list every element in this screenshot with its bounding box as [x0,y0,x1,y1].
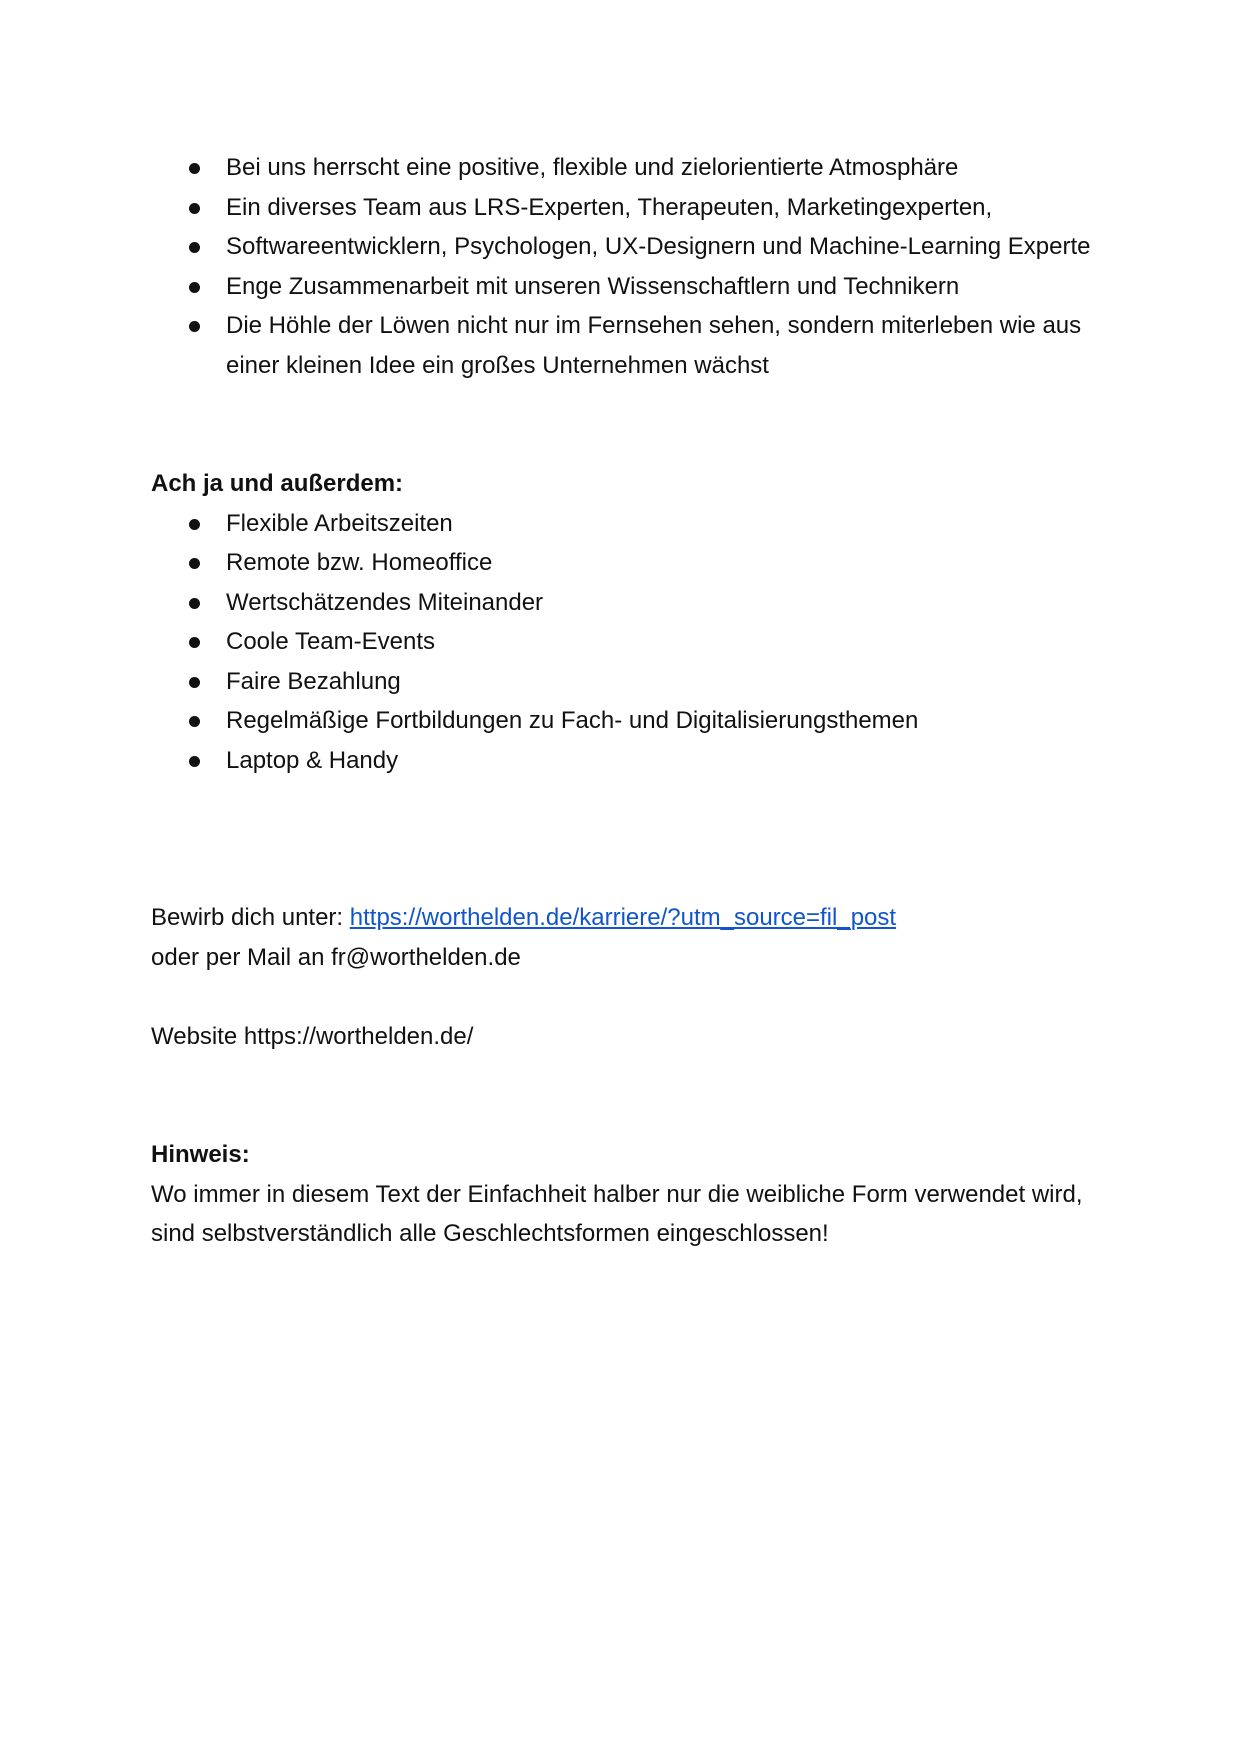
list-item-text: Coole Team-Events [226,628,435,655]
list-item [151,227,1111,267]
list-item [151,583,1111,623]
list-item [151,701,1111,741]
list-item-text: Ein diverses Team aus LRS-Experten, Therapeuten, Marketingexperten, [226,193,993,221]
apply-line [151,898,1111,938]
website-line: Website https://worthelden.de/ [151,1022,474,1050]
bullet-icon [189,282,200,293]
list-item-text: Remote bzw. Homeoffice [226,549,493,576]
intro-bullet-list [151,148,1111,385]
list-item [151,662,1111,702]
bullet-icon [189,637,200,648]
note-heading: Hinweis: [151,1141,250,1168]
list-item [151,188,1111,228]
list-item-text: Faire Bezahlung [226,667,401,695]
list-item [151,306,1111,385]
list-item-text: Wertschätzendes Miteinander [226,588,544,616]
bullet-icon [189,321,200,332]
list-item [151,741,1111,781]
list-item [151,622,1111,662]
bullet-icon [189,242,200,253]
list-item [151,267,1111,307]
bullet-icon [189,519,200,530]
list-item-text: Enge Zusammenarbeit mit unseren Wissenschaftlern und Technikern [226,272,960,300]
list-item-text: Die Höhle der Löwen nicht nur im Fernsehen sehen, sondern miterleben wie aus einer kleinen Idee ein großes Unternehmen wächst [226,312,1082,379]
list-item-text: Bei uns herrscht eine positive, flexible und zielorientierte Atmosphäre [226,154,959,181]
bullet-icon [189,598,200,609]
extras-heading: Ach ja und außerdem: [151,470,404,497]
list-item [151,543,1111,583]
bullet-icon [189,163,200,174]
list-item-text: Laptop & Handy [226,746,399,774]
bullet-icon [189,558,200,569]
apply-label: Bewirb dich unter: [151,904,350,931]
list-item-text: Softwareentwicklern, Psychologen, UX-Designern und Machine-Learning Experte [226,233,1091,260]
list-item [151,504,1111,544]
bullet-icon [189,203,200,214]
note-text: Wo immer in diesem Text der Einfachheit halber nur die weibliche Form verwendet wird, sind selbstverständlich alle Geschlechtsformen eingeschlossen! [151,1180,1083,1247]
list-item-text: Regelmäßige Fortbildungen zu Fach- und Digitalisierungsthemen [226,707,919,734]
list-item-text: Flexible Arbeitszeiten [226,509,453,537]
extras-bullet-list [151,504,1111,781]
list-item [151,148,1111,188]
mail-line: oder per Mail an fr@worthelden.de [151,943,521,971]
bullet-icon [189,716,200,727]
bullet-icon [189,677,200,688]
bullet-icon [189,756,200,767]
career-link[interactable]: https://worthelden.de/karriere/?utm_source=fil_post [349,904,897,931]
document-content [151,148,1111,1254]
